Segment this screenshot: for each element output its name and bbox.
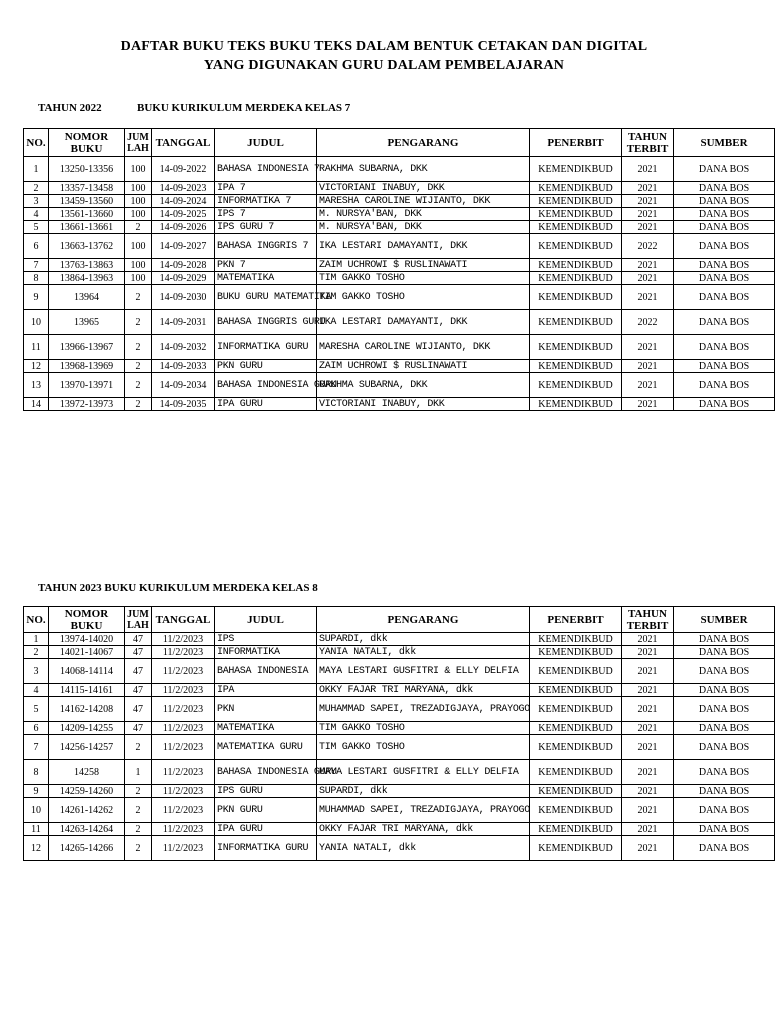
cell-jumlah: 47 — [125, 659, 152, 684]
cell-nomor-buku: 14263-14264 — [49, 823, 125, 836]
cell-pengarang: SUPARDI, dkk — [317, 785, 530, 798]
cell-judul: PKN GURU — [215, 360, 317, 373]
cell-nomor-buku: 13763-13863 — [49, 259, 125, 272]
header-tahun-terbit: TAHUN TERBIT — [622, 607, 674, 633]
cell-judul: PKN 7 — [215, 259, 317, 272]
cell-tahun-terbit: 2021 — [622, 684, 674, 697]
cell-tahun-terbit: 2021 — [622, 272, 674, 285]
table-row — [24, 285, 775, 310]
cell-tanggal: 11/2/2023 — [152, 836, 215, 861]
cell-tahun-terbit: 2021 — [622, 785, 674, 798]
cell-penerbit: KEMENDIKBUD — [530, 633, 622, 646]
cell-judul: IPA 7 — [215, 182, 317, 195]
cell-jumlah: 100 — [125, 272, 152, 285]
cell-no: 7 — [24, 259, 49, 272]
cell-nomor-buku: 14115-14161 — [49, 684, 125, 697]
cell-jumlah: 2 — [125, 360, 152, 373]
cell-pengarang: VICTORIANI INABUY, DKK — [317, 398, 530, 411]
cell-jumlah: 2 — [125, 798, 152, 823]
table-row — [24, 221, 775, 234]
cell-pengarang: RAKHMA SUBARNA, DKK — [317, 157, 530, 182]
header-tahun-terbit: TAHUN TERBIT — [622, 129, 674, 157]
cell-tahun-terbit: 2021 — [622, 760, 674, 785]
cell-sumber: DANA BOS — [674, 684, 775, 697]
cell-penerbit: KEMENDIKBUD — [530, 659, 622, 684]
header-nomor-buku: NOMOR BUKU — [49, 607, 125, 633]
cell-tanggal: 11/2/2023 — [152, 697, 215, 722]
cell-tanggal: 11/2/2023 — [152, 633, 215, 646]
cell-judul: MATEMATIKA — [215, 272, 317, 285]
header-penerbit: PENERBIT — [530, 607, 622, 633]
cell-tahun-terbit: 2021 — [622, 285, 674, 310]
cell-no: 11 — [24, 823, 49, 836]
cell-sumber: DANA BOS — [674, 836, 775, 861]
cell-pengarang: TIM GAKKO TOSHO — [317, 735, 530, 760]
cell-tanggal: 11/2/2023 — [152, 785, 215, 798]
cell-tanggal: 14-09-2023 — [152, 182, 215, 195]
cell-pengarang: M. NURSYA'BAN, DKK — [317, 208, 530, 221]
cell-jumlah: 1 — [125, 760, 152, 785]
cell-jumlah: 2 — [125, 373, 152, 398]
cell-no: 8 — [24, 760, 49, 785]
cell-sumber: DANA BOS — [674, 722, 775, 735]
cell-tanggal: 14-09-2028 — [152, 259, 215, 272]
table-row — [24, 182, 775, 195]
cell-sumber: DANA BOS — [674, 234, 775, 259]
table-kelas-7 — [23, 128, 775, 411]
cell-no: 10 — [24, 798, 49, 823]
cell-tahun-terbit: 2021 — [622, 182, 674, 195]
cell-tanggal: 14-09-2033 — [152, 360, 215, 373]
cell-tanggal: 11/2/2023 — [152, 798, 215, 823]
cell-penerbit: KEMENDIKBUD — [530, 684, 622, 697]
cell-penerbit: KEMENDIKBUD — [530, 182, 622, 195]
cell-tahun-terbit: 2021 — [622, 373, 674, 398]
cell-sumber: DANA BOS — [674, 208, 775, 221]
cell-sumber: DANA BOS — [674, 823, 775, 836]
cell-nomor-buku: 14265-14266 — [49, 836, 125, 861]
cell-penerbit: KEMENDIKBUD — [530, 785, 622, 798]
cell-penerbit: KEMENDIKBUD — [530, 208, 622, 221]
cell-judul: IPA — [215, 684, 317, 697]
cell-pengarang: SUPARDI, dkk — [317, 633, 530, 646]
cell-judul: INFORMATIKA GURU — [215, 836, 317, 861]
cell-no: 9 — [24, 285, 49, 310]
cell-no: 6 — [24, 722, 49, 735]
cell-tahun-terbit: 2021 — [622, 208, 674, 221]
table-row — [24, 735, 775, 760]
cell-penerbit: KEMENDIKBUD — [530, 221, 622, 234]
cell-jumlah: 100 — [125, 208, 152, 221]
cell-sumber: DANA BOS — [674, 785, 775, 798]
cell-sumber: DANA BOS — [674, 360, 775, 373]
cell-judul: BAHASA INDONESIA 7 — [215, 157, 317, 182]
cell-judul: IPA GURU — [215, 823, 317, 836]
cell-jumlah: 2 — [125, 221, 152, 234]
cell-penerbit: KEMENDIKBUD — [530, 798, 622, 823]
cell-nomor-buku: 13661-13661 — [49, 221, 125, 234]
cell-tanggal: 14-09-2034 — [152, 373, 215, 398]
cell-nomor-buku: 13864-13963 — [49, 272, 125, 285]
cell-jumlah: 100 — [125, 259, 152, 272]
cell-pengarang: MUHAMMAD SAPEI, TREZADIGJAYA, PRAYOGO — [317, 697, 530, 722]
table-row — [24, 722, 775, 735]
cell-pengarang: RAKHMA SUBARNA, DKK — [317, 373, 530, 398]
cell-pengarang: YANIA NATALI, dkk — [317, 646, 530, 659]
cell-nomor-buku: 13965 — [49, 310, 125, 335]
cell-nomor-buku: 14256-14257 — [49, 735, 125, 760]
cell-nomor-buku: 14261-14262 — [49, 798, 125, 823]
cell-sumber: DANA BOS — [674, 221, 775, 234]
cell-penerbit: KEMENDIKBUD — [530, 335, 622, 360]
cell-jumlah: 2 — [125, 785, 152, 798]
cell-no: 3 — [24, 659, 49, 684]
cell-penerbit: KEMENDIKBUD — [530, 195, 622, 208]
cell-nomor-buku: 13966-13967 — [49, 335, 125, 360]
cell-penerbit: KEMENDIKBUD — [530, 157, 622, 182]
cell-no: 5 — [24, 221, 49, 234]
cell-tanggal: 14-09-2025 — [152, 208, 215, 221]
cell-penerbit: KEMENDIKBUD — [530, 285, 622, 310]
cell-no: 9 — [24, 785, 49, 798]
cell-no: 14 — [24, 398, 49, 411]
cell-judul: BAHASA INDONESIA GURU — [215, 373, 317, 398]
cell-jumlah: 47 — [125, 684, 152, 697]
cell-no: 4 — [24, 208, 49, 221]
cell-pengarang: MUHAMMAD SAPEI, TREZADIGJAYA, PRAYOGO — [317, 798, 530, 823]
table-row — [24, 208, 775, 221]
table-row — [24, 360, 775, 373]
cell-tanggal: 14-09-2030 — [152, 285, 215, 310]
cell-judul: IPS GURU — [215, 785, 317, 798]
cell-tahun-terbit: 2021 — [622, 195, 674, 208]
cell-pengarang: MARESHA CAROLINE WIJIANTO, DKK — [317, 195, 530, 208]
header-no: NO. — [24, 607, 49, 633]
header-tanggal: TANGGAL — [152, 129, 215, 157]
cell-no: 5 — [24, 697, 49, 722]
cell-pengarang: MAYA LESTARI GUSFITRI & ELLY DELFIA — [317, 659, 530, 684]
cell-jumlah: 47 — [125, 697, 152, 722]
cell-penerbit: KEMENDIKBUD — [530, 234, 622, 259]
cell-sumber: DANA BOS — [674, 195, 775, 208]
cell-tahun-terbit: 2021 — [622, 157, 674, 182]
cell-sumber: DANA BOS — [674, 646, 775, 659]
cell-pengarang: TIM GAKKO TOSHO — [317, 722, 530, 735]
cell-nomor-buku: 13561-13660 — [49, 208, 125, 221]
cell-sumber: DANA BOS — [674, 373, 775, 398]
table-row — [24, 760, 775, 785]
cell-pengarang: ZAIM UCHROWI $ RUSLINAWATI — [317, 259, 530, 272]
table-row — [24, 798, 775, 823]
cell-sumber: DANA BOS — [674, 259, 775, 272]
cell-tahun-terbit: 2021 — [622, 735, 674, 760]
cell-penerbit: KEMENDIKBUD — [530, 259, 622, 272]
cell-nomor-buku: 13964 — [49, 285, 125, 310]
section2-label: TAHUN 2023 BUKU KURIKULUM MERDEKA KELAS 8 — [38, 582, 318, 594]
cell-tanggal: 11/2/2023 — [152, 722, 215, 735]
cell-penerbit: KEMENDIKBUD — [530, 373, 622, 398]
table-row — [24, 398, 775, 411]
cell-sumber: DANA BOS — [674, 633, 775, 646]
cell-sumber: DANA BOS — [674, 310, 775, 335]
cell-pengarang: VICTORIANI INABUY, DKK — [317, 182, 530, 195]
cell-judul: BAHASA INGGRIS 7 — [215, 234, 317, 259]
cell-judul: IPA GURU — [215, 398, 317, 411]
cell-penerbit: KEMENDIKBUD — [530, 836, 622, 861]
cell-tahun-terbit: 2022 — [622, 310, 674, 335]
header-pengarang: PENGARANG — [317, 129, 530, 157]
cell-judul: IPS — [215, 633, 317, 646]
cell-nomor-buku: 13970-13971 — [49, 373, 125, 398]
cell-no: 12 — [24, 836, 49, 861]
cell-penerbit: KEMENDIKBUD — [530, 272, 622, 285]
table-row — [24, 633, 775, 646]
cell-nomor-buku: 13972-13973 — [49, 398, 125, 411]
cell-penerbit: KEMENDIKBUD — [530, 360, 622, 373]
header-sumber: SUMBER — [674, 607, 775, 633]
cell-jumlah: 100 — [125, 195, 152, 208]
table-row — [24, 373, 775, 398]
header-jumlah: JUM LAH — [125, 607, 152, 633]
cell-nomor-buku: 14259-14260 — [49, 785, 125, 798]
cell-nomor-buku: 14162-14208 — [49, 697, 125, 722]
cell-tanggal: 11/2/2023 — [152, 735, 215, 760]
header-jumlah: JUM LAH — [125, 129, 152, 157]
cell-judul: BAHASA INDONESIA GURU — [215, 760, 317, 785]
cell-sumber: DANA BOS — [674, 760, 775, 785]
table-row — [24, 234, 775, 259]
section1-label: BUKU KURIKULUM MERDEKA KELAS 7 — [137, 102, 351, 114]
cell-jumlah: 2 — [125, 398, 152, 411]
cell-tahun-terbit: 2021 — [622, 335, 674, 360]
cell-judul: BAHASA INGGRIS GURU — [215, 310, 317, 335]
cell-nomor-buku: 13250-13356 — [49, 157, 125, 182]
cell-penerbit: KEMENDIKBUD — [530, 398, 622, 411]
cell-sumber: DANA BOS — [674, 182, 775, 195]
cell-judul: BUKU GURU MATEMATIKA — [215, 285, 317, 310]
cell-penerbit: KEMENDIKBUD — [530, 760, 622, 785]
cell-pengarang: OKKY FAJAR TRI MARYANA, dkk — [317, 823, 530, 836]
cell-no: 8 — [24, 272, 49, 285]
cell-tanggal: 11/2/2023 — [152, 823, 215, 836]
cell-nomor-buku: 14258 — [49, 760, 125, 785]
cell-sumber: DANA BOS — [674, 157, 775, 182]
cell-judul: INFORMATIKA GURU — [215, 335, 317, 360]
cell-tanggal: 14-09-2027 — [152, 234, 215, 259]
cell-pengarang: OKKY FAJAR TRI MARYANA, dkk — [317, 684, 530, 697]
cell-sumber: DANA BOS — [674, 272, 775, 285]
cell-pengarang: MARESHA CAROLINE WIJIANTO, DKK — [317, 335, 530, 360]
cell-pengarang: IKA LESTARI DAMAYANTI, DKK — [317, 234, 530, 259]
cell-pengarang: M. NURSYA'BAN, DKK — [317, 221, 530, 234]
cell-no: 2 — [24, 646, 49, 659]
cell-jumlah: 47 — [125, 646, 152, 659]
cell-nomor-buku: 14021-14067 — [49, 646, 125, 659]
table-kelas-8-body — [24, 633, 775, 861]
cell-penerbit: KEMENDIKBUD — [530, 697, 622, 722]
cell-tahun-terbit: 2021 — [622, 798, 674, 823]
cell-tahun-terbit: 2021 — [622, 259, 674, 272]
cell-jumlah: 47 — [125, 722, 152, 735]
table-row — [24, 684, 775, 697]
cell-tahun-terbit: 2021 — [622, 221, 674, 234]
cell-judul: IPS 7 — [215, 208, 317, 221]
cell-tanggal: 14-09-2022 — [152, 157, 215, 182]
cell-jumlah: 2 — [125, 836, 152, 861]
table-row — [24, 310, 775, 335]
cell-pengarang: IKA LESTARI DAMAYANTI, DKK — [317, 310, 530, 335]
cell-pengarang: MAYA LESTARI GUSFITRI & ELLY DELFIA — [317, 760, 530, 785]
table-row — [24, 659, 775, 684]
cell-penerbit: KEMENDIKBUD — [530, 646, 622, 659]
cell-no: 1 — [24, 157, 49, 182]
header-nomor-buku: NOMOR BUKU — [49, 129, 125, 157]
cell-judul: INFORMATIKA 7 — [215, 195, 317, 208]
cell-sumber: DANA BOS — [674, 697, 775, 722]
table-row — [24, 272, 775, 285]
cell-sumber: DANA BOS — [674, 335, 775, 360]
cell-jumlah: 2 — [125, 823, 152, 836]
cell-tahun-terbit: 2021 — [622, 659, 674, 684]
cell-tanggal: 11/2/2023 — [152, 659, 215, 684]
table-row — [24, 157, 775, 182]
cell-tahun-terbit: 2021 — [622, 646, 674, 659]
cell-nomor-buku: 14068-14114 — [49, 659, 125, 684]
cell-jumlah: 2 — [125, 285, 152, 310]
table-row — [24, 646, 775, 659]
table-row — [24, 785, 775, 798]
cell-penerbit: KEMENDIKBUD — [530, 823, 622, 836]
cell-judul: MATEMATIKA — [215, 722, 317, 735]
cell-tanggal: 14-09-2024 — [152, 195, 215, 208]
cell-sumber: DANA BOS — [674, 798, 775, 823]
cell-no: 13 — [24, 373, 49, 398]
document-title-line1: DAFTAR BUKU TEKS BUKU TEKS DALAM BENTUK CETAKAN DAN DIGITAL — [120, 39, 648, 54]
cell-sumber: DANA BOS — [674, 735, 775, 760]
cell-sumber: DANA BOS — [674, 398, 775, 411]
table-kelas-7-body — [24, 157, 775, 411]
cell-jumlah: 2 — [125, 335, 152, 360]
cell-no: 4 — [24, 684, 49, 697]
cell-tahun-terbit: 2021 — [622, 722, 674, 735]
cell-tanggal: 11/2/2023 — [152, 684, 215, 697]
cell-jumlah: 100 — [125, 234, 152, 259]
cell-tanggal: 14-09-2031 — [152, 310, 215, 335]
cell-tanggal: 11/2/2023 — [152, 760, 215, 785]
cell-nomor-buku: 13459-13560 — [49, 195, 125, 208]
cell-no: 1 — [24, 633, 49, 646]
cell-penerbit: KEMENDIKBUD — [530, 722, 622, 735]
cell-no: 12 — [24, 360, 49, 373]
cell-nomor-buku: 13357-13458 — [49, 182, 125, 195]
cell-tahun-terbit: 2021 — [622, 360, 674, 373]
cell-jumlah: 100 — [125, 182, 152, 195]
cell-pengarang: YANIA NATALI, dkk — [317, 836, 530, 861]
cell-judul: INFORMATIKA — [215, 646, 317, 659]
cell-tanggal: 14-09-2035 — [152, 398, 215, 411]
header-judul: JUDUL — [215, 607, 317, 633]
cell-pengarang: ZAIM UCHROWI $ RUSLINAWATI — [317, 360, 530, 373]
table-row — [24, 823, 775, 836]
cell-judul: IPS GURU 7 — [215, 221, 317, 234]
cell-no: 7 — [24, 735, 49, 760]
table-row — [24, 195, 775, 208]
cell-tanggal: 14-09-2026 — [152, 221, 215, 234]
cell-judul: MATEMATIKA GURU — [215, 735, 317, 760]
header-pengarang: PENGARANG — [317, 607, 530, 633]
header-judul: JUDUL — [215, 129, 317, 157]
cell-tanggal: 11/2/2023 — [152, 646, 215, 659]
cell-jumlah: 2 — [125, 310, 152, 335]
cell-penerbit: KEMENDIKBUD — [530, 735, 622, 760]
cell-judul: PKN GURU — [215, 798, 317, 823]
cell-tahun-terbit: 2021 — [622, 836, 674, 861]
cell-tahun-terbit: 2022 — [622, 234, 674, 259]
cell-nomor-buku: 13663-13762 — [49, 234, 125, 259]
cell-judul: BAHASA INDONESIA — [215, 659, 317, 684]
cell-pengarang: TIM GAKKO TOSHO — [317, 285, 530, 310]
cell-no: 10 — [24, 310, 49, 335]
cell-tanggal: 14-09-2032 — [152, 335, 215, 360]
header-tanggal: TANGGAL — [152, 607, 215, 633]
cell-jumlah: 2 — [125, 735, 152, 760]
cell-judul: PKN — [215, 697, 317, 722]
cell-pengarang: TIM GAKKO TOSHO — [317, 272, 530, 285]
cell-tahun-terbit: 2021 — [622, 398, 674, 411]
cell-tahun-terbit: 2021 — [622, 697, 674, 722]
section1-year: TAHUN 2022 — [38, 102, 102, 114]
cell-tanggal: 14-09-2029 — [152, 272, 215, 285]
header-no: NO. — [24, 129, 49, 157]
cell-sumber: DANA BOS — [674, 285, 775, 310]
table-row — [24, 836, 775, 861]
table-row — [24, 697, 775, 722]
header-sumber: SUMBER — [674, 129, 775, 157]
header-penerbit: PENERBIT — [530, 129, 622, 157]
table-row — [24, 259, 775, 272]
cell-jumlah: 100 — [125, 157, 152, 182]
document-title-line2: YANG DIGUNAKAN GURU DALAM PEMBELAJARAN — [203, 58, 565, 73]
cell-no: 3 — [24, 195, 49, 208]
cell-tahun-terbit: 2021 — [622, 633, 674, 646]
cell-sumber: DANA BOS — [674, 659, 775, 684]
cell-penerbit: KEMENDIKBUD — [530, 310, 622, 335]
table-kelas-8 — [23, 606, 775, 861]
cell-tahun-terbit: 2021 — [622, 823, 674, 836]
cell-nomor-buku: 13974-14020 — [49, 633, 125, 646]
cell-no: 6 — [24, 234, 49, 259]
cell-no: 11 — [24, 335, 49, 360]
cell-nomor-buku: 13968-13969 — [49, 360, 125, 373]
cell-jumlah: 47 — [125, 633, 152, 646]
cell-no: 2 — [24, 182, 49, 195]
table-row — [24, 335, 775, 360]
cell-nomor-buku: 14209-14255 — [49, 722, 125, 735]
